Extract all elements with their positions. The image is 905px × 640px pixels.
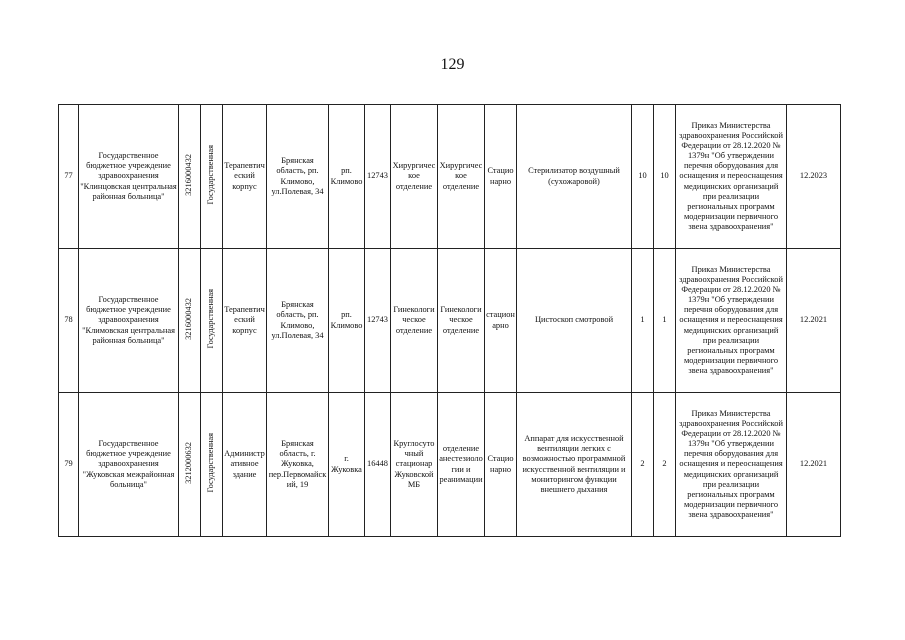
ownership-cell <box>201 393 223 537</box>
equipment-name: Цистоскоп смотровой <box>517 249 632 393</box>
deadline-date: 12.2021 <box>787 249 841 393</box>
equipment-name: Стерилизатор воздушный (сухожаровой) <box>517 105 632 249</box>
deadline-date: 12.2021 <box>787 393 841 537</box>
ownership-cell <box>201 105 223 249</box>
legal-basis-order: Приказ Министерства здравоохранения Российской Федерации от 28.12.2020 № 1379н "Об утверждении перечня оборудования для оснащения и переоснащения медицинских организаций при реализации региональных программ модернизации первичного звена здравоохранения" <box>676 393 787 537</box>
row-number: 78 <box>59 249 79 393</box>
care-form: Стационарно <box>485 393 517 537</box>
address: Брянская область, г. Жуковка, пер.Первомайский, 19 <box>267 393 329 537</box>
department: Гинекологическое отделение <box>391 249 438 393</box>
ownership-value: Государственная <box>206 145 216 205</box>
inn-cell <box>179 393 201 537</box>
deadline-date: 12.2023 <box>787 105 841 249</box>
population: 12743 <box>365 105 391 249</box>
row-number: 77 <box>59 105 79 249</box>
department: Хирургическое отделение <box>391 105 438 249</box>
inn-value: 3216000432 <box>184 154 194 196</box>
care-form: стационарно <box>485 249 517 393</box>
building-name: Терапевтический корпус <box>223 249 267 393</box>
ownership-cell <box>201 249 223 393</box>
quantity-required: 2 <box>632 393 654 537</box>
quantity-planned: 2 <box>654 393 676 537</box>
institution-name: Государственное бюджетное учреждение здравоохранения "Климовская центральная районная больница" <box>79 249 179 393</box>
quantity-required: 1 <box>632 249 654 393</box>
population: 12743 <box>365 249 391 393</box>
inn-cell <box>179 105 201 249</box>
table-row <box>59 393 841 537</box>
page-number: 129 <box>440 56 465 73</box>
quantity-required: 10 <box>632 105 654 249</box>
locality: г. Жуковка <box>329 393 365 537</box>
institution-name: Государственное бюджетное учреждение здравоохранения "Клинцовская центральная районная больница" <box>79 105 179 249</box>
subdivision: Гинекологическое отделение <box>438 249 485 393</box>
subdivision: Хирургическое отделение <box>438 105 485 249</box>
inn-value: 3212000632 <box>184 442 194 484</box>
ownership-value: Государственная <box>206 289 216 349</box>
legal-basis-order: Приказ Министерства здравоохранения Российской Федерации от 28.12.2020 № 1379н "Об утверждении перечня оборудования для оснащения и переоснащения медицинских организаций при реализации региональных программ модернизации первичного звена здравоохранения" <box>676 249 787 393</box>
equipment-table <box>58 104 841 537</box>
building-name: Терапевтический корпус <box>223 105 267 249</box>
legal-basis-order: Приказ Министерства здравоохранения Российской Федерации от 28.12.2020 № 1379н "Об утверждении перечня оборудования для оснащения и переоснащения медицинских организаций при реализации региональных программ модернизации первичного звена здравоохранения" <box>676 105 787 249</box>
equipment-name: Аппарат для искусственной вентиляции легких с возможностью программной искусственной вентиляции и мониторингом функции внешнего дыхания <box>517 393 632 537</box>
table-row <box>59 249 841 393</box>
subdivision: отделение анестезиологии и реанимации <box>438 393 485 537</box>
locality: рп. Климово <box>329 249 365 393</box>
inn-cell <box>179 249 201 393</box>
inn-value: 3216000432 <box>184 298 194 340</box>
table-row <box>59 105 841 249</box>
row-number: 79 <box>59 393 79 537</box>
quantity-planned: 10 <box>654 105 676 249</box>
address: Брянская область, рп. Климово, ул.Полевая, 34 <box>267 249 329 393</box>
population: 16448 <box>365 393 391 537</box>
quantity-planned: 1 <box>654 249 676 393</box>
department: Круглосуточный стационар Жуковской МБ <box>391 393 438 537</box>
address: Брянская область, рп. Климово, ул.Полевая, 34 <box>267 105 329 249</box>
care-form: Стационарно <box>485 105 517 249</box>
institution-name: Государственное бюджетное учреждение здравоохранения "Жуковская межрайонная больница" <box>79 393 179 537</box>
ownership-value: Государственная <box>206 433 216 493</box>
building-name: Административное здание <box>223 393 267 537</box>
locality: рп. Климово <box>329 105 365 249</box>
